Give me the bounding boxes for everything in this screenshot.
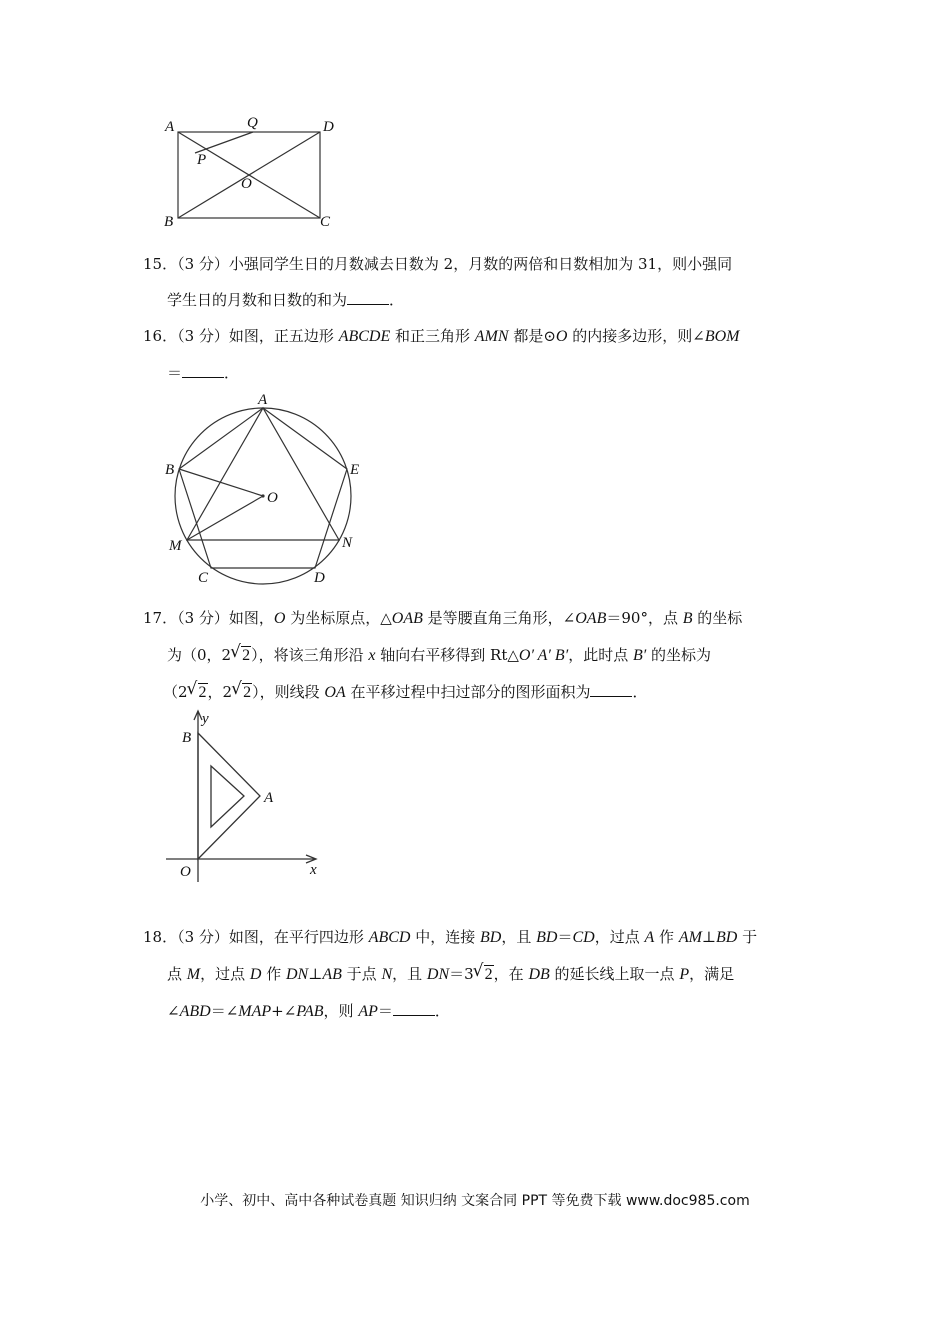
q17-v7: B′ <box>632 647 647 664</box>
q17-radicand: 2 <box>198 684 207 701</box>
q15-answer-blank <box>347 290 389 305</box>
q17-t1: 如图， <box>228 609 274 627</box>
q17-t2: 为坐标原点，△ <box>285 609 392 627</box>
q18-t8: 于 <box>737 928 758 946</box>
triangle-oab <box>198 733 260 859</box>
q17-radicand: 2 <box>242 647 251 664</box>
q18-l3a: ∠ <box>167 1002 180 1020</box>
q15-score: （3 分） <box>177 255 229 273</box>
q16-v2: AMN <box>474 328 509 345</box>
label-q: Q <box>247 115 258 131</box>
label-n: N <box>342 535 353 551</box>
q18-l2f: ，且 <box>392 965 427 983</box>
q18-line1 <box>143 919 808 956</box>
figure-rectangle <box>160 108 350 233</box>
q18-l3b: ＝∠ <box>210 1002 239 1020</box>
q18-v6: AM <box>678 929 702 946</box>
q18-l2v6: DN <box>426 966 450 983</box>
q18-line3 <box>143 993 808 1030</box>
segment-pq <box>195 132 253 153</box>
q16-equals: ＝ <box>167 364 183 382</box>
label-d: D <box>314 570 325 586</box>
q18-t2: 中，连接 <box>410 928 481 946</box>
q17-v6: O′ A′ B′ <box>518 647 569 664</box>
label-o: O <box>267 490 278 506</box>
q18-l3c: +∠ <box>271 1002 297 1020</box>
q16-answer-blank <box>182 363 224 378</box>
label-d: D <box>323 119 334 135</box>
q17-v1: O <box>273 610 286 627</box>
q18-v5: A <box>644 929 655 946</box>
q18-t4: ＝ <box>557 928 573 946</box>
q16-v4: BOM <box>704 328 740 345</box>
q15-text2: 学生日的月数和日数的和为 <box>167 291 348 309</box>
q18-v4: CD <box>572 929 595 946</box>
q16-t4: 的内接多边形，则∠ <box>567 327 705 345</box>
q18-v1: ABCD <box>368 929 411 946</box>
q18-l2c: 作 <box>261 965 286 983</box>
segment-bo <box>179 469 263 496</box>
q18-l2a: 点 <box>167 965 187 983</box>
label-p: P <box>197 152 207 168</box>
pentagon-abcde <box>179 408 347 568</box>
q18-l2h: ，在 <box>493 965 529 983</box>
q17-v2: OAB <box>391 610 423 627</box>
q18-radicand: 2 <box>484 966 493 983</box>
q17-answer-blank <box>590 682 632 697</box>
q17-radicand: 2 <box>243 684 252 701</box>
q16-line2 <box>143 355 808 391</box>
q17-v3: OAB <box>575 610 607 627</box>
label-m: M <box>169 538 182 554</box>
q17-v8: OA <box>324 684 346 701</box>
q16-v3: O <box>555 328 568 345</box>
q17-line1 <box>143 600 808 637</box>
q18-t3: ，且 <box>501 928 537 946</box>
q18-l2v4: AB <box>322 966 342 983</box>
label-x: x <box>310 862 317 878</box>
label-b: B <box>165 462 175 478</box>
q16-line1 <box>143 318 808 355</box>
label-a: A <box>258 392 268 408</box>
question-16 <box>143 318 808 391</box>
q17-l3c: ），则线段 <box>252 683 325 701</box>
q18-l3v4: AP <box>358 1003 378 1020</box>
q18-l2i: 的延长线上取一点 <box>549 965 680 983</box>
q18-l3e: ＝ <box>377 1002 393 1020</box>
label-a: A <box>264 790 274 806</box>
q16-t1: 如图，正五边形 <box>228 327 339 345</box>
q18-l2g: ＝3 <box>449 965 474 983</box>
q17-l2a: 为（0，2 <box>167 646 232 664</box>
q18-l2v5: N <box>381 966 393 983</box>
q18-l2d: ⊥ <box>308 965 323 983</box>
q17-l3b: ，2 <box>207 683 233 701</box>
q18-score: （3 分） <box>177 928 229 946</box>
figure-pentagon-svg <box>160 392 370 587</box>
label-b: B <box>164 214 174 230</box>
sqrt-symbol <box>232 637 251 674</box>
label-o: O <box>241 176 252 192</box>
q18-t6: 作 <box>654 928 679 946</box>
q17-score: （3 分） <box>177 609 229 627</box>
q18-l3v3: PAB <box>296 1003 324 1020</box>
question-15 <box>143 246 808 318</box>
figure-coordinate-triangle <box>160 706 335 886</box>
q18-answer-blank <box>393 1001 435 1016</box>
q18-l2v8: P <box>679 966 690 983</box>
q16-t2: 和正三角形 <box>390 327 475 345</box>
q18-v2: BD <box>480 929 502 946</box>
q17-l3d: 在平移过程中扫过部分的图形面积为 <box>345 683 591 701</box>
label-c: C <box>320 214 331 230</box>
q18-l2v2: D <box>249 966 262 983</box>
q17-l3a: （2 <box>163 683 188 701</box>
q18-l2e: 于点 <box>341 965 382 983</box>
q17-t5: 的坐标 <box>692 609 743 627</box>
q18-l3v2: MAP <box>238 1003 272 1020</box>
q17-v5: x <box>368 647 376 664</box>
q18-v3: BD <box>536 929 558 946</box>
q18-t5: ，过点 <box>594 928 645 946</box>
question-18 <box>143 919 808 1030</box>
q18-t7: ⊥ <box>701 928 717 946</box>
q15-end: ． <box>389 291 405 309</box>
q18-l3d: ，则 <box>323 1002 359 1020</box>
q16-v1: ABCDE <box>338 328 391 345</box>
q16-score: （3 分） <box>177 327 229 345</box>
label-e: E <box>350 462 360 478</box>
q18-l2v1: M <box>186 966 201 983</box>
label-o: O <box>180 864 191 880</box>
q17-l2d: ，此时点 <box>568 646 633 664</box>
q17-v4: B <box>682 610 693 627</box>
q16-end: ． <box>224 364 240 382</box>
q15-line2 <box>143 282 808 318</box>
q18-line2 <box>143 956 808 993</box>
figure-axes-svg <box>160 706 335 886</box>
q17-line2 <box>143 637 808 674</box>
label-c: C <box>198 570 209 586</box>
label-b: B <box>182 730 192 746</box>
q18-l2b: ，过点 <box>200 965 250 983</box>
q18-number: 18． <box>143 928 178 946</box>
q18-l2v3: DN <box>286 966 309 983</box>
q18-v7: BD <box>716 929 738 946</box>
center-point <box>261 494 264 497</box>
figure-rectangle-svg <box>160 108 350 233</box>
page-footer: 小学、初中、高中各种试卷真题 知识归纳 文案合同 PPT 等免费下载 www.doc985.com <box>200 1193 750 1209</box>
q15-line1 <box>143 246 808 282</box>
label-y: y <box>202 711 209 727</box>
q18-l2v7: DB <box>528 966 550 983</box>
q17-end: ． <box>632 683 648 701</box>
question-17 <box>143 600 808 711</box>
q16-t3: 都是⊙ <box>508 327 556 345</box>
segment-mo <box>187 496 263 540</box>
triangle-amn <box>187 408 339 540</box>
figure-pentagon-circle <box>160 392 370 587</box>
q17-l2c: 轴向右平移得到 Rt△ <box>375 646 519 664</box>
q17-number: 17． <box>143 609 178 627</box>
q18-l3v1: ABD <box>179 1003 211 1020</box>
q17-l2e: 的坐标为 <box>646 646 712 664</box>
q18-l2j: ，满足 <box>689 965 735 983</box>
q15-text1: 小强同学生日的月数减去日数为 2，月数的两倍和日数相加为 31，则小强同 <box>228 255 733 273</box>
q17-t4: ＝90°，点 <box>606 609 683 627</box>
q17-t3: 是等腰直角三角形，∠ <box>422 609 576 627</box>
q18-end: ． <box>434 1002 450 1020</box>
label-a: A <box>165 119 175 135</box>
q18-t1: 如图，在平行四边形 <box>228 928 369 946</box>
q15-number: 15． <box>143 255 178 273</box>
q17-l2b: ），将该三角形沿 <box>251 646 369 664</box>
sqrt-symbol <box>475 956 494 993</box>
q16-number: 16． <box>143 327 178 345</box>
